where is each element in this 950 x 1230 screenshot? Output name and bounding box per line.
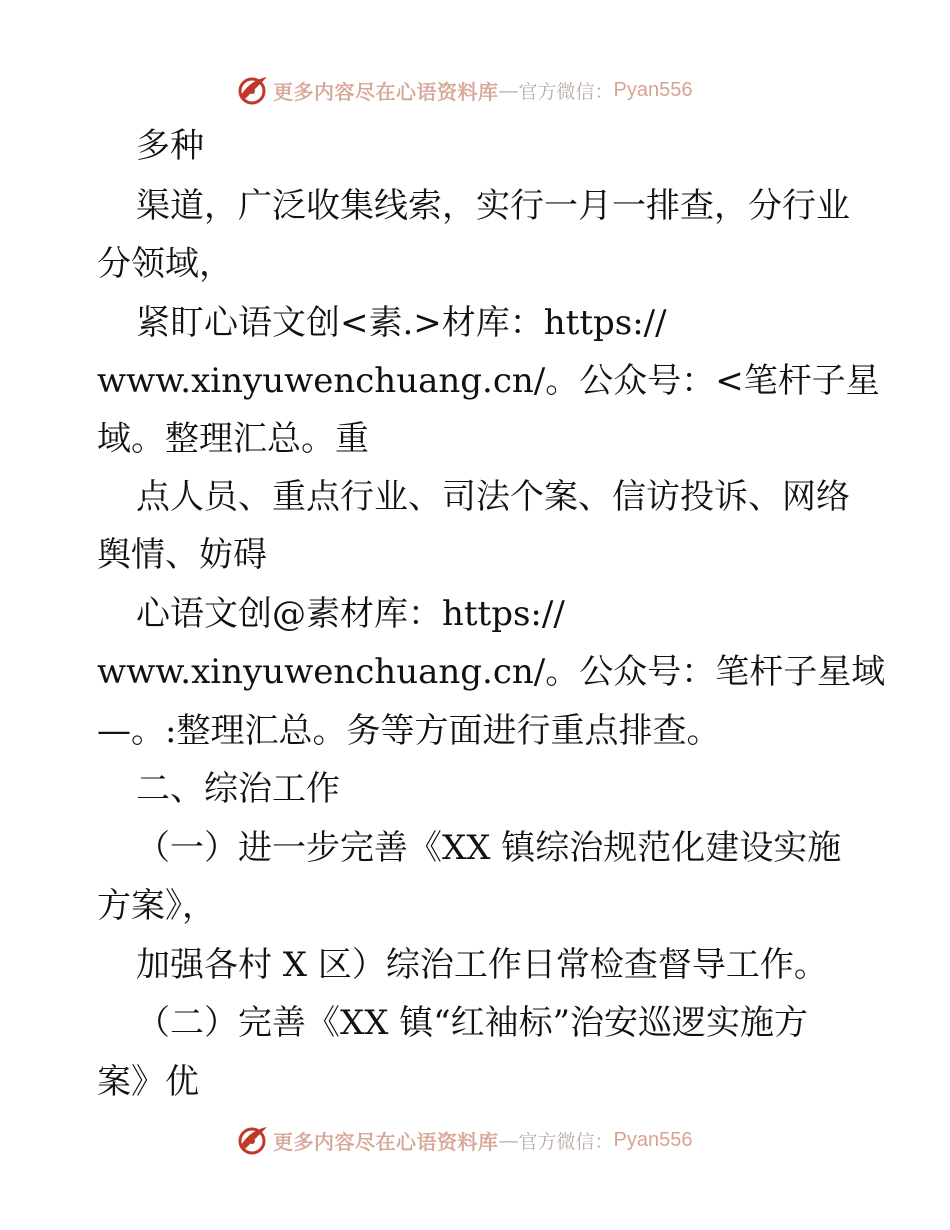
pen-nib-circle-icon	[235, 1123, 269, 1157]
body-line: 点人员、重点行业、司法个案、信访投诉、网络	[136, 477, 850, 517]
body-line: （二）完善《XX 镇“红袖标”治安巡逻实施方	[136, 1003, 808, 1043]
section-heading: 二、综治工作	[136, 769, 340, 809]
body-line: 多种	[136, 126, 204, 166]
header-banner	[0, 70, 950, 110]
footer-banner-text: 更多内容尽在心语资料库	[273, 1129, 499, 1154]
body-line: www.xinyuwenchuang.cn/。公众号：<笔杆子星	[97, 361, 880, 401]
body-line: www.xinyuwenchuang.cn/。公众号：笔杆子星域	[97, 652, 886, 692]
footer-wechat-id: Pyan556	[613, 1128, 693, 1151]
header-banner-label: 官方微信：	[518, 80, 614, 103]
header-wechat-id: Pyan556	[613, 78, 693, 101]
body-line: 紧盯心语文创<素.>材库：https://	[136, 303, 667, 343]
footer-banner-label: 官方微信：	[518, 1130, 614, 1153]
footer-banner	[0, 1120, 950, 1160]
body-line: 舆情、妨碍	[97, 535, 267, 575]
header-banner-separator: —	[498, 78, 519, 102]
header-banner-text: 更多内容尽在心语资料库	[273, 79, 499, 104]
body-line: 分领域，	[97, 244, 233, 284]
body-line: 域。整理汇总。重	[97, 419, 369, 459]
body-line: 方案》，	[97, 886, 216, 926]
body-line: （一）进一步完善《XX 镇综治规范化建设实施	[136, 828, 842, 868]
body-line: 加强各村 X 区）综治工作日常检查督导工作。	[136, 945, 828, 985]
body-line: 心语文创@素材库：https://	[136, 594, 565, 634]
footer-banner-content	[235, 1120, 692, 1160]
header-banner-content	[235, 70, 692, 110]
footer-banner-separator: —	[498, 1128, 519, 1152]
body-line: 案》优	[97, 1062, 199, 1102]
body-line: 渠道，广泛收集线索，实行一月一排查，分行业	[136, 186, 850, 226]
body-line: —。:整理汇总。务等方面进行重点排查。	[97, 711, 721, 751]
pen-nib-circle-icon	[235, 73, 269, 107]
